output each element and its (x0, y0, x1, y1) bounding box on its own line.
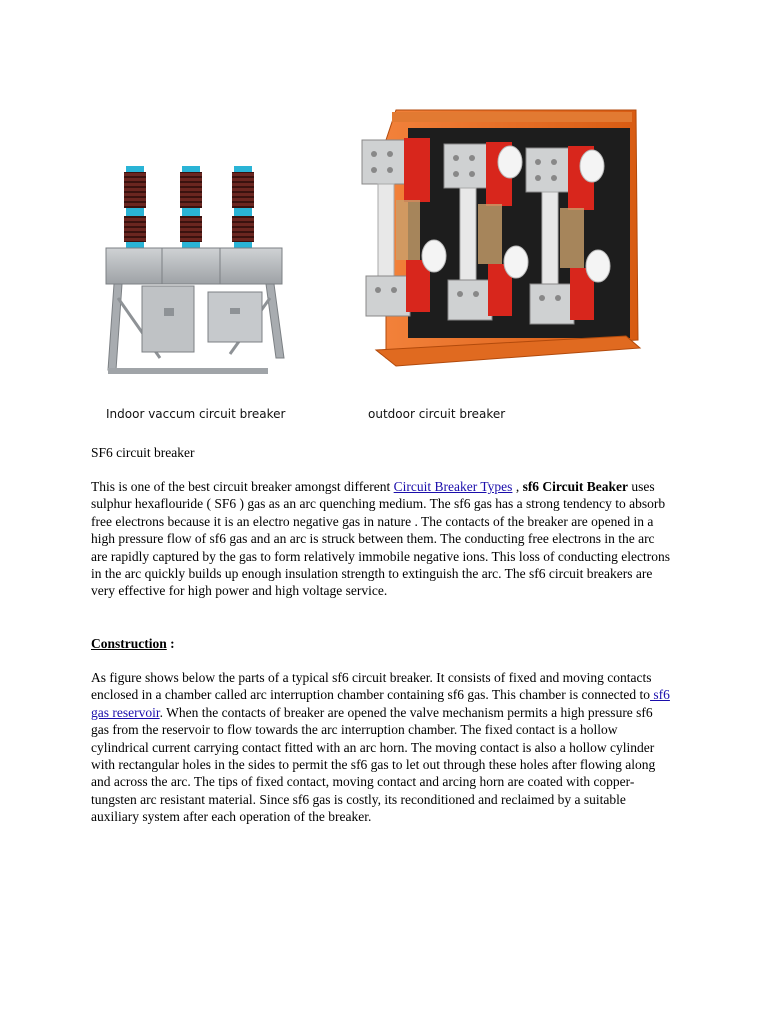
section-title: SF6 circuit breaker (91, 445, 195, 460)
intro-paragraph (91, 478, 671, 600)
indoor-breaker-image (100, 158, 290, 384)
construction-heading-label: Construction (91, 636, 167, 651)
construction-heading-suffix: : (166, 636, 175, 651)
indoor-breaker-caption: Indoor vaccum circuit breaker (106, 407, 286, 421)
construction-text-2: . When the contacts of breaker are opened the valve mechanism permits a high pressure sf6 gas from the reservoir to flow towards the arc interruption chamber. The fixed contact is a hollow cylindrical current carrying contact fitted with an arc horn. The moving contact is also a hollow cylinder with rectangular holes in the sides to permit the sf6 gas to let out through these holes after flowing along and across the arc. The tips of fixed contact, moving contact and arcing horn are coated with copper-tungsten arc resistant material. Since sf6 gas is costly, its reconditioned and reclaimed by a suitable auxiliary system after each operation of the breaker. (91, 704, 656, 825)
intro-text-1: This is one of the best circuit breaker amongst different (91, 479, 394, 494)
construction-text-1: As figure shows below the parts of a typical sf6 circuit breaker. It consists of fixed and moving contacts enclosed in a chamber called arc interruption chamber containing sf6 gas. This chamber is connected to (91, 670, 652, 703)
intro-text-2: , (512, 479, 523, 494)
sf6-gas-reservoir-link[interactable]: sf6 gas reservoir (91, 687, 670, 720)
intro-text-3: uses sulphur hexaflouride ( SF6 ) gas as an arc quenching medium. The sf6 gas has a strong tendency to absorb free electrons because it is an electro negative gas in nature . The contacts of the breaker are opened in a high pressure flow of sf6 gas and an arc is struck between them. The conducting free electrons in the arc are rapidly captured by the gas to form relatively immobile negative ions. This loss of conducting electrons in the arc quickly builds up enough insulation strength to extinguish the arc. The sf6 circuit breakers are very effective for high power and high voltage service. (91, 479, 670, 599)
outdoor-breaker-image (356, 100, 642, 372)
intro-bold-term: sf6 Circuit Beaker (522, 479, 629, 494)
construction-paragraph (91, 669, 671, 826)
circuit-breaker-types-link[interactable]: Circuit Breaker Types (393, 479, 513, 494)
construction-heading (91, 635, 671, 652)
outdoor-breaker-caption: outdoor circuit breaker (368, 407, 506, 421)
